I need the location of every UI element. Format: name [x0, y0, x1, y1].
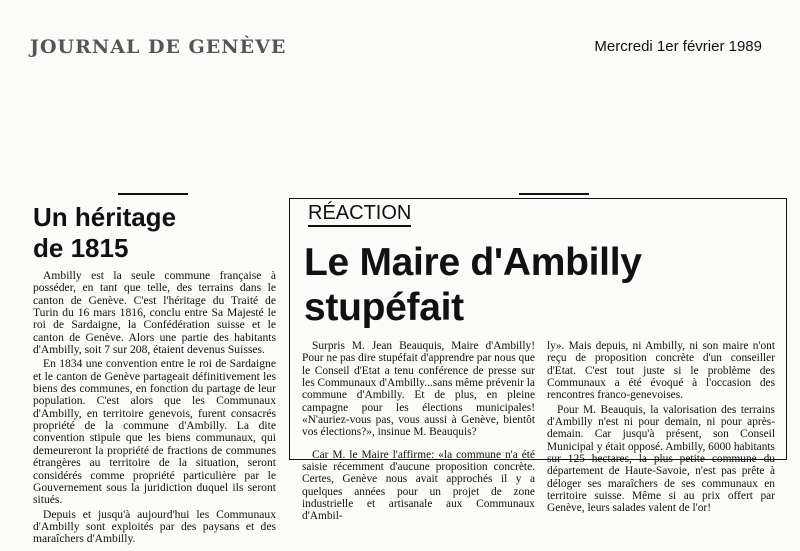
sidebar-title-line1: Un héritage	[33, 202, 177, 232]
issue-date: Mercredi 1er février 1989	[594, 38, 762, 55]
article-paragraph: Surpris M. Jean Beauquis, Maire d'Ambilly! Pour ne pas dire stupéfait d'apprendre par nous que le Conseil d'Etat a tenu conférence de presse sur les Communaux d'Ambilly...sans même prévenir la commune d'Ambilly. Et de plus, en pleine campagne pour les élections municipales! «N'auriez-vous pas, vous aussi à Genève, bientôt vos élections?», insinue M. Beauquis?	[302, 340, 535, 439]
article-top-rule	[519, 193, 589, 195]
headline-line2: stupéfait	[304, 286, 464, 329]
sidebar-body	[33, 270, 276, 546]
sidebar-top-rule	[118, 193, 188, 195]
article-column-2	[547, 340, 775, 515]
article-paragraph: Car M. le Maire l'affirme: «la commune n'a été saisie récemment d'aucune proposition concrète. Certes, Genève nous avait approchés il y a quelques années pour un projet de zone industrielle et artisanale aux Communaux d'Ambil-	[302, 448, 535, 523]
article-kicker: RÉACTION	[308, 202, 411, 227]
article-column-1	[302, 340, 535, 523]
sidebar-paragraph: Depuis et jusqu'à aujourd'hui les Communaux d'Ambilly sont exploités par des paysans et des maraîchers d'Ambilly.	[33, 507, 276, 546]
article-headline	[304, 240, 764, 330]
newspaper-masthead: JOURNAL DE GENÈVE	[30, 36, 287, 58]
sidebar-paragraph: En 1834 une convention entre le roi de Sardaigne et le canton de Genève partageait définitivement les biens des communes, en fonction du partage de leur population. C'est alors que les Communaux d'Ambilly, en territoire genevois, furent consacrés propriété de la commune d'Ambilly. La dite convention stipule que les biens communaux, qui demeureront la propriété de fractions de communes étrangères au territoire de la situation, seront considérés comme propriété particulière par le Gouvernement sous la juridiction duquel ils seront situés.	[33, 357, 276, 507]
article-paragraph: ly». Mais depuis, ni Ambilly, ni son maire n'ont reçu de proposition concrète d'un conseiller d'Etat. C'est tout juste si le problème des Communaux a été évoqué à l'occasion des rencontres franco-genevoises.	[547, 340, 775, 402]
sidebar-paragraph: Ambilly est la seule commune française à posséder, en tant que telle, des terrains dans le canton de Genève. C'est l'héritage du Traité de Turin du 16 mars 1816, conclu entre Sa Majesté le roi de Sardaigne, la Confédération suisse et le canton de Genève. Alors une partie des habitants d'Ambilly, soit 7 sur 208, étaient devenus Suisses.	[33, 269, 276, 357]
headline-line1: Le Maire d'Ambilly	[304, 241, 642, 284]
sidebar-title-line2: de 1815	[33, 233, 129, 263]
sidebar-title	[33, 202, 273, 264]
article-paragraph: Pour M. Beauquis, la valorisation des terrains d'Ambilly n'est ni pour demain, ni pour après-demain. Car jusqu'à présent, son Conseil Municipal y était opposé. Ambilly, 6000 habitants sur 125 hectares, la plus petite commune du département de Haute-Savoie, n'est pas prête à déloger ses maraîchers de ses communaux en territoire suisse. Même si au prix offert par Genève, leurs salades valent de l'or!	[547, 403, 775, 515]
